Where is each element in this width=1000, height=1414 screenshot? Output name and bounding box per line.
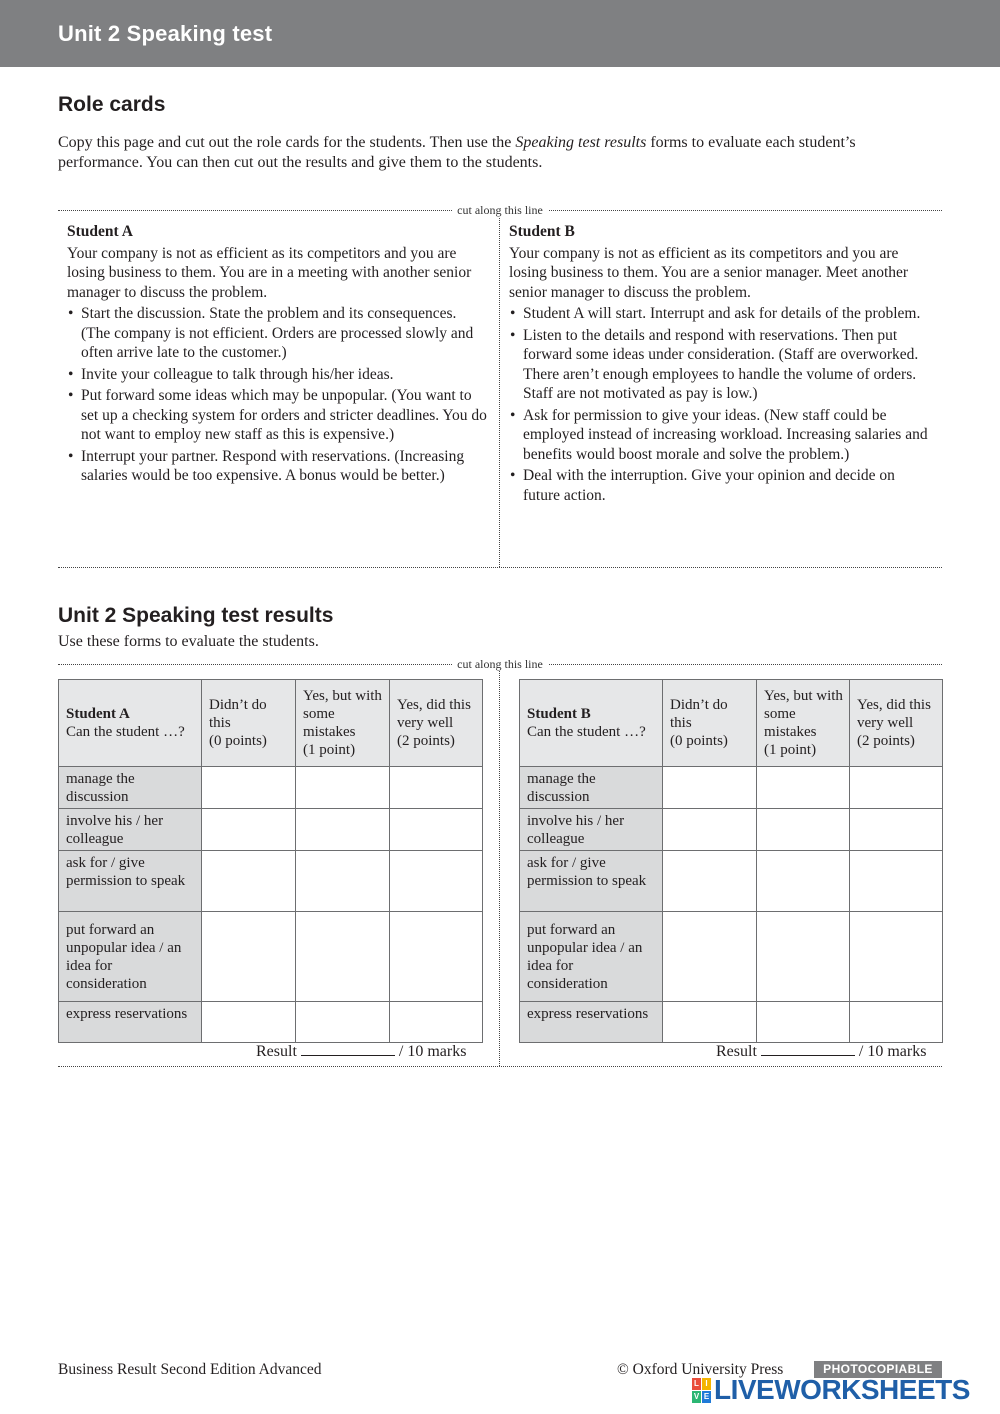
score-cell[interactable] <box>757 767 850 809</box>
card-body: Your company is not as efficient as its competitors and you are losing business to them. You are in a meeting with another senior manager to discuss the problem. <box>67 244 472 301</box>
list-item: • Listen to the details and respond with reservations. Then put forward some ideas under consideration. (Staff are overworked. There aren’t enough employees to handle the volume of orders. Staff are not motivated as pay is low.) <box>509 326 934 404</box>
score-cell[interactable] <box>850 912 943 1002</box>
table-row <box>59 851 483 912</box>
table-row <box>520 851 943 912</box>
cut-line-results-bottom <box>58 1066 942 1067</box>
table-row <box>59 1002 483 1043</box>
list-item: • Start the discussion. State the problem and its consequences. (The company is not efficient. Orders are processed slowly and often arrive late to the customer.) <box>67 304 487 363</box>
footer-copyright: © Oxford University Press <box>617 1361 784 1378</box>
liveworksheets-logo-text: LIVEWORKSHEETS <box>714 1374 970 1405</box>
result-blank[interactable] <box>301 1044 395 1056</box>
criterion-label: express reservations <box>59 1002 202 1043</box>
cut-label: cut along this line <box>452 657 548 671</box>
card-divider <box>499 218 500 567</box>
header-bar <box>0 0 1000 67</box>
liveworksheets-logo[interactable] <box>692 1374 992 1407</box>
cut-label: cut along this line <box>452 203 548 217</box>
role-card-student-a <box>67 222 487 488</box>
evaluation-form-student-b <box>519 679 943 1043</box>
score-cell[interactable] <box>757 1002 850 1043</box>
list-item: • Invite your colleague to talk through his/her ideas. <box>67 365 487 385</box>
role-card-student-b <box>509 222 934 507</box>
score-cell[interactable] <box>663 767 757 809</box>
intro-text: Copy this page and cut out the role cards for the students. Then use the Speaking test results forms to evaluate each student’s performance. You can then cut out the results and give them to the students. <box>58 134 856 171</box>
table-row <box>520 1002 943 1043</box>
evaluation-form-student-a <box>58 679 483 1043</box>
score-cell[interactable] <box>296 809 390 851</box>
criterion-label: involve his / her colleague <box>520 809 663 851</box>
table-row <box>520 912 943 1002</box>
score-cell[interactable] <box>663 1002 757 1043</box>
footer-book-title: Business Result Second Edition Advanced <box>58 1361 322 1378</box>
marks-label: / 10 marks <box>858 1043 927 1060</box>
criterion-label: involve his / her colleague <box>59 809 202 851</box>
column-header-0-points: Didn’t do this (0 points) <box>663 680 757 767</box>
score-cell[interactable] <box>390 851 483 912</box>
card-body: Your company is not as efficient as its competitors and you are losing business to them. You are a senior manager. Meet another senior manager to discuss the problem. <box>509 244 909 301</box>
score-cell[interactable] <box>296 767 390 809</box>
score-cell[interactable] <box>296 912 390 1002</box>
card-heading: Student B <box>509 223 575 240</box>
column-header-2-points: Yes, did this very well (2 points) <box>390 680 483 767</box>
result-label: Result <box>256 1043 297 1060</box>
form-header-student: Student B Can the student …? <box>520 680 663 767</box>
card-heading: Student A <box>67 223 133 240</box>
results-title: Unit 2 Speaking test results <box>58 604 334 627</box>
score-cell[interactable] <box>202 767 296 809</box>
result-line-student-b <box>716 1043 926 1061</box>
logo-block: E <box>703 1392 710 1401</box>
table-row <box>520 809 943 851</box>
cut-line-bottom <box>58 567 942 568</box>
score-cell[interactable] <box>850 1002 943 1043</box>
score-cell[interactable] <box>202 912 296 1002</box>
form-divider <box>499 671 500 1066</box>
column-header-1-point: Yes, but with some mistakes (1 point) <box>757 680 850 767</box>
page-title: Unit 2 Speaking test <box>58 21 273 46</box>
score-cell[interactable] <box>757 912 850 1002</box>
list-item: • Deal with the interruption. Give your opinion and decide on future action. <box>509 466 934 505</box>
criterion-label: manage the discussion <box>520 767 663 809</box>
criterion-label: put forward an unpopular idea / an idea for consideration <box>59 912 202 1002</box>
score-cell[interactable] <box>663 851 757 912</box>
logo-block: L <box>692 1378 701 1390</box>
criterion-label: ask for / give permission to speak <box>59 851 202 912</box>
logo-block: V <box>693 1392 700 1401</box>
score-cell[interactable] <box>390 809 483 851</box>
list-item: • Put forward some ideas which may be unpopular. (You want to set up a checking system for orders and stricter deadlines. You do not want to employ new staff as this is expensive.) <box>67 386 487 445</box>
score-cell[interactable] <box>850 851 943 912</box>
card-bullets <box>67 304 487 486</box>
criterion-label: express reservations <box>520 1002 663 1043</box>
cut-line-top <box>58 203 942 217</box>
column-header-2-points: Yes, did this very well (2 points) <box>850 680 943 767</box>
column-header-0-points: Didn’t do this (0 points) <box>202 680 296 767</box>
score-cell[interactable] <box>202 1002 296 1043</box>
table-row <box>59 912 483 1002</box>
list-item: • Ask for permission to give your ideas. (New staff could be employed instead of increasing workload. Increasing salaries and benefits would boost morale and solve the problem.) <box>509 406 934 465</box>
list-item: • Interrupt your partner. Respond with reservations. (Increasing salaries would be too expensive. A bonus would be better.) <box>67 447 487 486</box>
score-cell[interactable] <box>390 1002 483 1043</box>
score-cell[interactable] <box>390 912 483 1002</box>
table-row <box>59 809 483 851</box>
score-cell[interactable] <box>202 809 296 851</box>
score-cell[interactable] <box>850 809 943 851</box>
score-cell[interactable] <box>757 851 850 912</box>
form-header-student: Student A Can the student …? <box>59 680 202 767</box>
column-header-1-point: Yes, but with some mistakes (1 point) <box>296 680 390 767</box>
criterion-label: put forward an unpopular idea / an idea for consideration <box>520 912 663 1002</box>
role-cards-title: Role cards <box>58 93 166 116</box>
cut-line-results <box>58 657 942 671</box>
list-item: • Student A will start. Interrupt and ask for details of the problem. <box>509 304 934 324</box>
card-bullets <box>509 304 934 505</box>
criterion-label: ask for / give permission to speak <box>520 851 663 912</box>
result-line-student-a <box>256 1043 466 1061</box>
intro-italic: Speaking test results <box>515 134 647 151</box>
score-cell[interactable] <box>663 912 757 1002</box>
score-cell[interactable] <box>296 851 390 912</box>
criterion-label: manage the discussion <box>59 767 202 809</box>
photocopiable-badge: PHOTOCOPIABLE <box>814 1361 942 1378</box>
score-cell[interactable] <box>390 767 483 809</box>
table-row <box>520 767 943 809</box>
score-cell[interactable] <box>296 1002 390 1043</box>
liveworksheets-logo-icon <box>692 1378 712 1404</box>
logo-block: I <box>702 1378 711 1390</box>
score-cell[interactable] <box>757 809 850 851</box>
score-cell[interactable] <box>663 809 757 851</box>
marks-label: / 10 marks <box>398 1043 467 1060</box>
table-row <box>59 767 483 809</box>
results-subtitle: Use these forms to evaluate the students. <box>58 633 319 650</box>
score-cell[interactable] <box>850 767 943 809</box>
result-label: Result <box>716 1043 757 1060</box>
result-blank[interactable] <box>761 1044 855 1056</box>
score-cell[interactable] <box>202 851 296 912</box>
